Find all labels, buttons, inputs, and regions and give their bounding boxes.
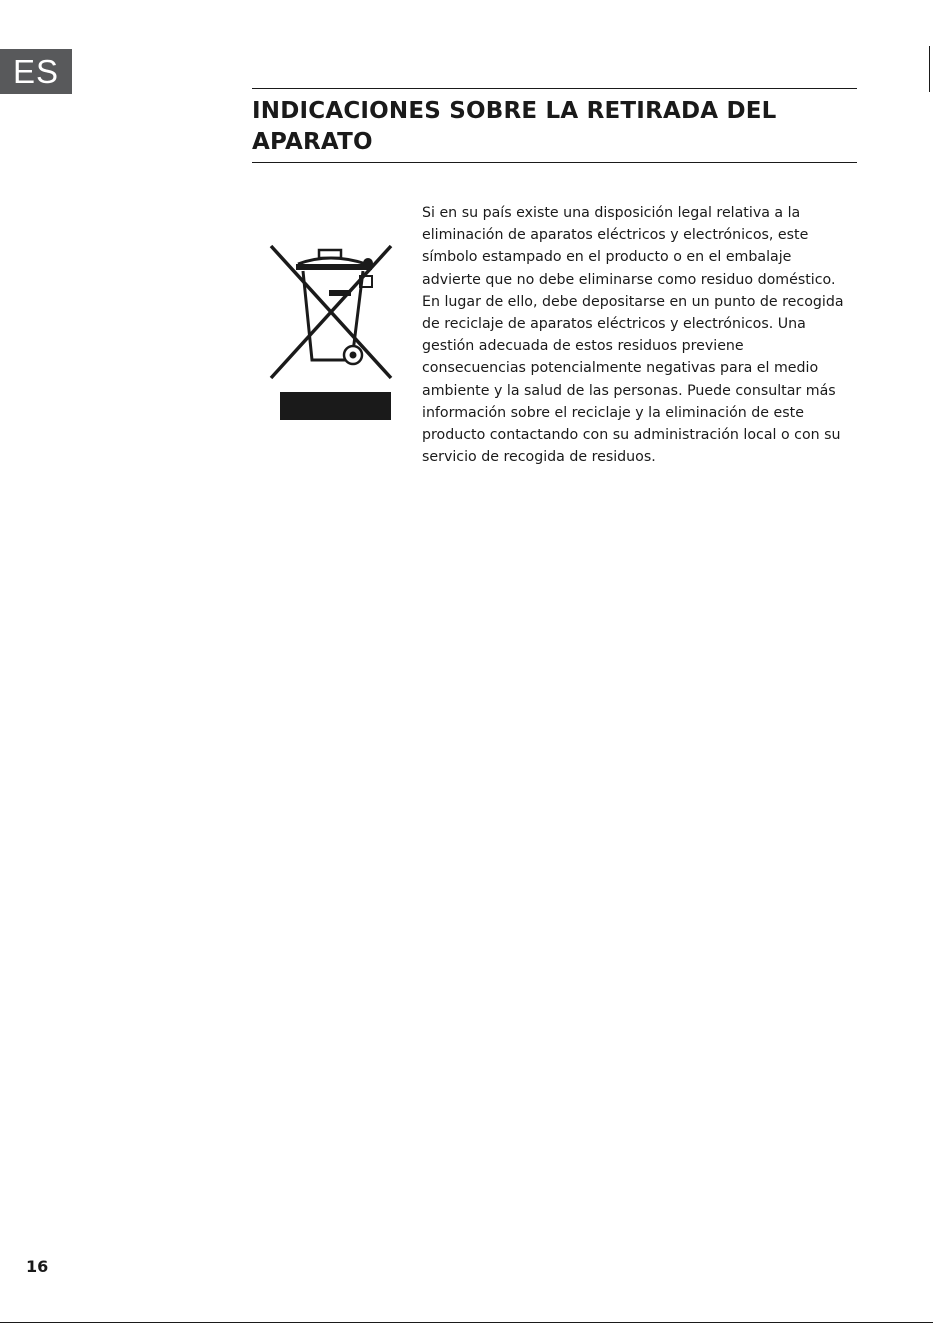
page-number: 16 [26,1257,49,1276]
disposal-paragraph: Si en su país existe una disposición legal relativa a la eliminación de aparatos eléctricos y electrónicos, este símbolo estampado en el producto o en el embalaje advierte que no debe eliminarse como residuo doméstico. En lugar de ello, debe depositarse en un punto de recogida de reciclaje de aparatos eléctricos y electrónicos. Una gestión adecuada de estos residuos previene consecuencias potencialmente negativas para el medio ambiente y la salud de las personas. Puede consultar más información sobre el reciclaje y la eliminación de este producto contactando con su administración local o con su servicio de recogida de residuos. [422,205,844,466]
title-bottom-rule [252,162,857,163]
crossed-out-wheelie-bin-icon [266,242,398,424]
section-title: INDICACIONES SOBRE LA RETIRADA DEL APARATO [252,98,777,155]
language-tab: ES [0,49,72,94]
title-top-rule [252,88,857,89]
page-bottom-rule [0,1322,933,1323]
page-edge-mark [929,46,930,92]
